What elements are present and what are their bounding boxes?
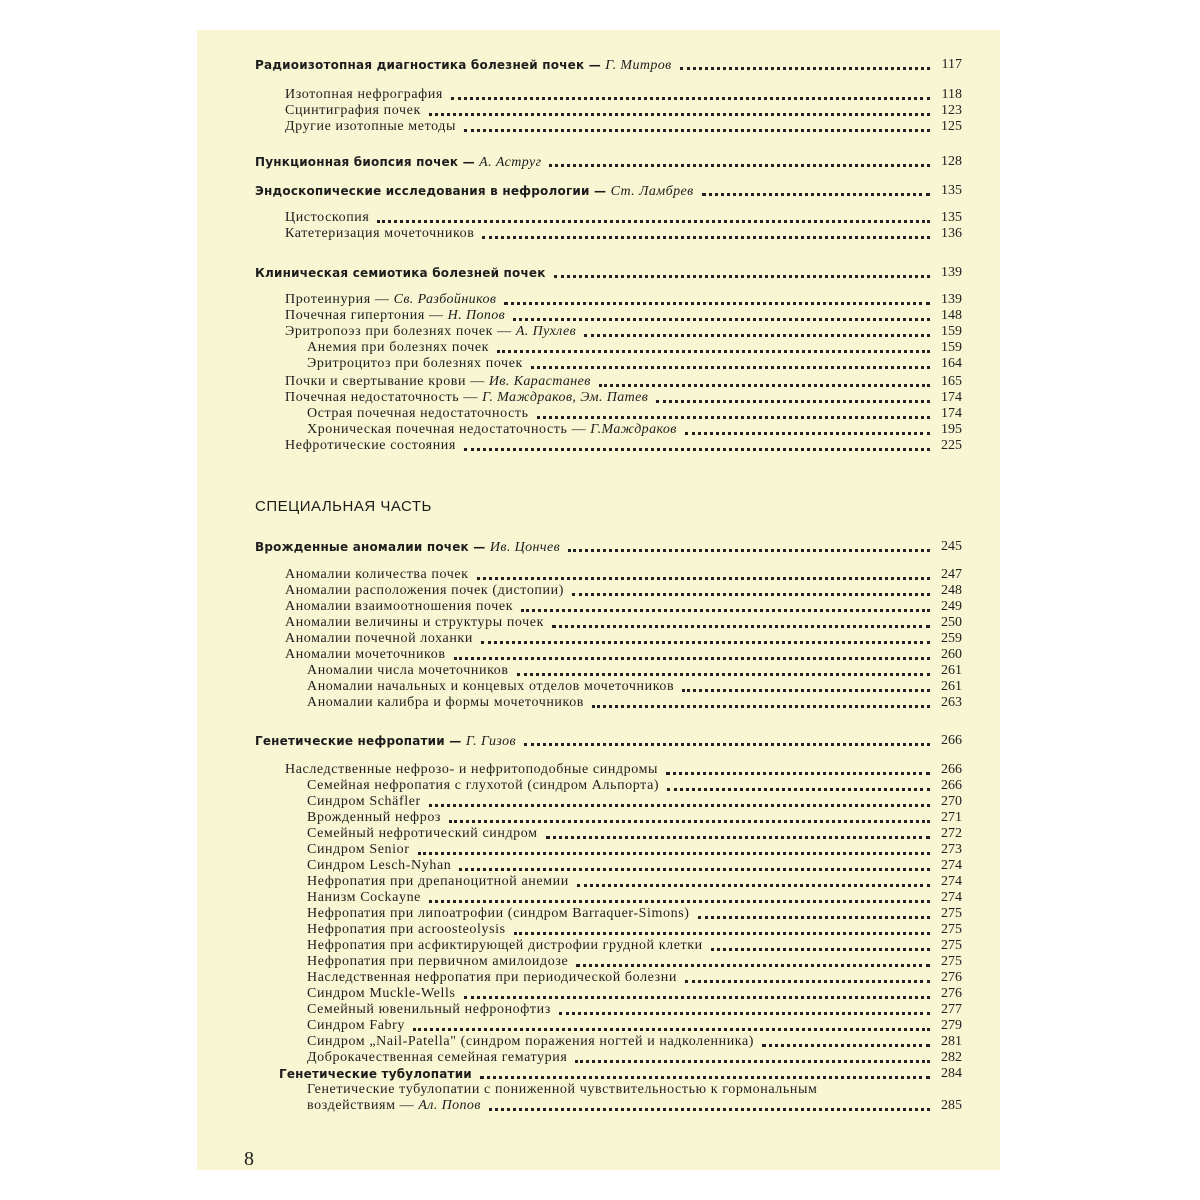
dot-leader: [497, 346, 930, 353]
toc-entry: [307, 954, 568, 970]
dot-leader: [685, 976, 930, 983]
toc-entry: [285, 119, 456, 135]
toc-entry-title: Почки и свертывание крови —: [285, 374, 489, 389]
dot-leader: [464, 125, 930, 132]
toc-entry-title: Другие изотопные методы: [285, 119, 457, 134]
toc-entry: [307, 794, 421, 810]
toc-entry-page: 284: [941, 1066, 962, 1081]
toc-entry-title: Синдром „Nail-Patella" (синдром поражения ногтей и надколенника): [307, 1034, 755, 1049]
toc-entry-title: Генетические нефропатии —: [255, 734, 466, 748]
toc-entry: [307, 938, 703, 954]
toc-entry: [307, 810, 441, 826]
toc-entry-title: Сцинтиграфия почек: [285, 103, 421, 118]
toc-entry-title: Катетеризация мочеточников: [285, 226, 475, 241]
toc-entry-page: 248: [941, 583, 962, 598]
dot-leader: [459, 864, 930, 871]
toc-entry: [285, 615, 544, 631]
toc-entry-title: Эндоскопические исследования в нефрологии —: [255, 184, 611, 198]
dot-leader: [666, 768, 930, 775]
toc-entry-title: Аномалии взаимоотношения почек: [285, 599, 514, 614]
toc-entry: [285, 324, 576, 340]
dot-leader: [429, 109, 930, 116]
toc-entry-page: 118: [941, 87, 962, 102]
dot-leader: [464, 444, 930, 451]
toc-entry-author: Г.Маждраков: [590, 422, 677, 437]
toc-entry-title: Изотопная нефрография: [285, 87, 443, 102]
toc-entry: [307, 340, 489, 356]
toc-entry-title: Клиническая семиотика болезней почек: [255, 266, 546, 280]
toc-entry-page: 270: [941, 794, 962, 809]
toc-entry-title: Нефропатия при дрепаноцитной анемии: [307, 874, 569, 889]
toc-entry-page: 272: [941, 826, 962, 841]
toc-entry-page: 276: [941, 986, 962, 1001]
toc-entry: [285, 390, 648, 406]
dot-leader: [429, 896, 930, 903]
toc-entry-title: Аномалии числа мочеточников: [307, 663, 509, 678]
toc-entry-title: Синдром Muckle-Wells: [307, 986, 456, 1001]
toc-entry-title: Наследственные нефрозо- и нефритоподобные синдромы: [285, 762, 659, 777]
toc-entry: [285, 308, 505, 324]
toc-entry-page: 263: [941, 695, 962, 710]
toc-entry-page: 275: [941, 954, 962, 969]
toc-entry-title: Синдром Lesch-Nyhan: [307, 858, 452, 873]
toc-entry: [307, 1034, 754, 1050]
dot-leader: [413, 1024, 930, 1031]
toc-entry-page: 279: [941, 1018, 962, 1033]
toc-entry: [285, 567, 469, 583]
toc-entry-title: Нефротические состояния: [285, 438, 456, 453]
dot-leader: [554, 271, 930, 278]
toc-entry-author: Г. Митров: [605, 58, 672, 73]
dot-leader: [592, 701, 930, 708]
dot-leader: [762, 1040, 930, 1047]
toc-entry-page: 125: [941, 119, 962, 134]
toc-entry: [307, 679, 674, 695]
toc-entry: [285, 762, 658, 778]
toc-entry-page: 174: [941, 390, 962, 405]
toc-entry: [255, 265, 546, 281]
toc-entry-title: Синдром Fabry: [307, 1018, 406, 1033]
toc-entry-author: Ст. Ламбрев: [610, 184, 694, 199]
toc-entry: [307, 1050, 567, 1066]
toc-entry-title: Нанизм Cockayne: [307, 890, 421, 905]
toc-entry-page: 164: [941, 356, 962, 371]
toc-entry-title: Доброкачественная семейная гематурия: [307, 1050, 568, 1065]
toc-entry-page: 136: [941, 226, 962, 241]
toc-entry-title: Протеинурия —: [285, 292, 394, 307]
toc-entry-title: Аномалии расположения почек (дистопии): [285, 583, 564, 598]
toc-entry-title: Почечная недостаточность —: [285, 390, 483, 405]
toc-entry-page: 139: [941, 265, 962, 280]
dot-leader: [552, 621, 930, 628]
toc-entry: [307, 1002, 551, 1018]
toc-entry-author: Г. Гизов: [465, 734, 516, 749]
dot-leader: [667, 784, 930, 791]
toc-entry-title: Цистоскопия: [285, 210, 370, 225]
toc-entry-author: Ив. Карастанев: [488, 374, 591, 389]
toc-entry: [307, 422, 677, 438]
toc-entry-title: Острая почечная недостаточность: [307, 406, 529, 421]
dot-leader: [489, 1104, 930, 1111]
toc-entry-page: 135: [941, 183, 962, 198]
toc-entry-title: Нефропатия при первичном амилоидозе: [307, 954, 569, 969]
toc-entry-page: 274: [941, 858, 962, 873]
toc-entry-title: Нефропатия при асфиктирующей дистрофии грудной клетки: [307, 938, 703, 953]
dot-leader: [537, 412, 930, 419]
toc-entry-title: Почечная гипертония —: [285, 308, 448, 323]
toc-entry-page: 250: [941, 615, 962, 630]
toc-entry: [307, 1098, 481, 1114]
dot-leader: [680, 63, 930, 70]
toc-entry-page: 266: [941, 733, 962, 748]
toc-entry-page: 266: [941, 778, 962, 793]
toc-entry: [307, 890, 421, 906]
toc-entry-page: 165: [941, 374, 962, 389]
dot-leader: [418, 848, 931, 855]
toc-entry-title: Наследственная нефропатия при периодической болезни: [307, 970, 677, 985]
toc-entry-page: 245: [941, 539, 962, 554]
toc-entry-page: 275: [941, 938, 962, 953]
dot-leader: [482, 232, 930, 239]
toc-entry-author: Ив. Цончев: [489, 540, 561, 555]
toc-entry-page: 274: [941, 890, 962, 905]
toc-entry-title: Нефропатия при acroosteolysis: [307, 922, 506, 937]
toc-entry-page: 159: [941, 324, 962, 339]
toc-entry-title: Аномалии величины и структуры почек: [285, 615, 545, 630]
dot-leader: [449, 816, 930, 823]
toc-entry-page: 275: [941, 906, 962, 921]
dot-leader: [572, 589, 930, 596]
dot-leader: [377, 216, 930, 223]
toc-entry-title: Эритропоэз при болезнях почек —: [285, 324, 516, 339]
toc-entry-title: Врожденные аномалии почек —: [255, 540, 490, 554]
toc-entry-page: 261: [941, 663, 962, 678]
toc-entry: [307, 1082, 817, 1098]
toc-entry-page: 285: [941, 1098, 962, 1113]
toc-entry: [285, 647, 446, 663]
toc-entry: [285, 87, 443, 103]
toc-entry-title: Синдром Schäfler: [307, 794, 421, 809]
dot-leader: [517, 669, 930, 676]
toc-entry-title: Аномалии почечной лоханки: [285, 631, 473, 646]
toc-entry-page: 195: [941, 422, 962, 437]
dot-leader: [546, 832, 930, 839]
toc-entry-title: Генетические тубулопатии: [279, 1067, 472, 1081]
toc-entry-author: Св. Разбойников: [393, 292, 497, 307]
toc-entry-page: 247: [941, 567, 962, 582]
dot-leader: [454, 653, 930, 660]
toc-entry-page: 271: [941, 810, 962, 825]
dot-leader: [504, 298, 930, 305]
toc-entry: [307, 858, 451, 874]
toc-entry-title: Генетические тубулопатии с пониженной чувствительностью к гормональным: [307, 1082, 818, 1097]
toc-entry: [307, 826, 538, 842]
dot-leader: [682, 685, 930, 692]
toc-entry-page: 139: [941, 292, 962, 307]
toc-entry: [285, 599, 513, 615]
toc-entry-title: Нефропатия при липоатрофии (синдром Barraquer-Simons): [307, 906, 690, 921]
toc-entry: [255, 183, 694, 199]
dot-leader: [584, 330, 930, 337]
toc-entry: [285, 210, 369, 226]
dot-leader: [702, 189, 930, 196]
dot-leader: [698, 912, 930, 919]
toc-entry: [307, 986, 456, 1002]
toc-entry-page: 128: [941, 154, 962, 169]
toc-entry: [285, 292, 496, 308]
page-number: 8: [244, 1148, 254, 1170]
toc-entry: [307, 922, 506, 938]
toc-entry: [307, 874, 569, 890]
dot-leader: [477, 573, 930, 580]
dot-leader: [464, 992, 931, 999]
toc-entry-title: Пункционная биопсия почек —: [255, 155, 480, 169]
toc-entry-title: Эритроцитоз при болезнях почек: [307, 356, 523, 371]
toc-entry: [285, 631, 473, 647]
dot-leader: [711, 944, 930, 951]
toc-entry-page: 261: [941, 679, 962, 694]
document-page: [197, 30, 1000, 1170]
toc-entry: [307, 842, 410, 858]
toc-entry-title: Радиоизотопная диагностика болезней почек —: [255, 58, 606, 72]
toc-entry-page: 282: [941, 1050, 962, 1065]
toc-entry-author: Н. Попов: [447, 308, 506, 323]
toc-entry-page: 159: [941, 340, 962, 355]
toc-entry: [307, 406, 529, 422]
dot-leader: [576, 960, 930, 967]
toc-entry-page: 260: [941, 647, 962, 662]
toc-entry-author: А. Аструг: [479, 155, 542, 170]
toc-entry: [285, 226, 474, 242]
toc-entry-page: 225: [941, 438, 962, 453]
dot-leader: [514, 928, 930, 935]
toc-entry: [307, 906, 690, 922]
toc-entry-title: Аномалии количества почек: [285, 567, 469, 582]
toc-entry-page: 148: [941, 308, 962, 323]
toc-entry: [307, 356, 523, 372]
toc-entry-author: Ал. Попов: [418, 1098, 481, 1113]
toc-entry-page: 259: [941, 631, 962, 646]
toc-entry-title: Семейная нефропатия с глухотой (синдром Альпорта): [307, 778, 660, 793]
toc-entry-author: А. Пухлев: [515, 324, 577, 339]
toc-entry-title: Хроническая почечная недостаточность —: [307, 422, 591, 437]
toc-entry-page: 274: [941, 874, 962, 889]
dot-leader: [531, 362, 930, 369]
toc-entry-page: 117: [941, 57, 962, 72]
toc-entry-page: 281: [941, 1034, 962, 1049]
toc-entry-title: воздействиям —: [307, 1098, 419, 1113]
toc-entry-title: Врожденный нефроз: [307, 810, 442, 825]
toc-entry-author: Г. Маждраков, Эм. Патев: [482, 390, 649, 405]
toc-entry-title: Аномалии калибра и формы мочеточников: [307, 695, 585, 710]
toc-entry-page: 123: [941, 103, 962, 118]
toc-entry-title: Аномалии мочеточников: [285, 647, 446, 662]
toc-entry: [255, 154, 541, 170]
toc-entry: [255, 733, 516, 749]
dot-leader: [524, 739, 930, 746]
section-header: СПЕЦИАЛЬНАЯ ЧАСТЬ: [255, 498, 432, 515]
toc-entry-page: 174: [941, 406, 962, 421]
dot-leader: [577, 880, 930, 887]
toc-entry: [285, 103, 421, 119]
toc-entry-page: 266: [941, 762, 962, 777]
toc-entry-title: Аномалии начальных и концевых отделов мочеточников: [307, 679, 675, 694]
toc-entry: [285, 583, 564, 599]
toc-entry: [255, 57, 672, 73]
toc-entry-title: Анемия при болезнях почек: [307, 340, 490, 355]
dot-leader: [599, 380, 930, 387]
dot-leader: [451, 93, 930, 100]
toc-entry-page: 276: [941, 970, 962, 985]
toc-entry-page: 277: [941, 1002, 962, 1017]
dot-leader: [685, 428, 930, 435]
dot-leader: [481, 637, 930, 644]
toc-entry-page: 275: [941, 922, 962, 937]
toc-entry-title: Синдром Senior: [307, 842, 410, 857]
dot-leader: [559, 1008, 930, 1015]
toc-entry: [307, 778, 659, 794]
toc-entry-page: 273: [941, 842, 962, 857]
toc-entry-page: 135: [941, 210, 962, 225]
toc-entry-title: Семейный ювенильный нефронофтиз: [307, 1002, 551, 1017]
toc-entry: [307, 970, 677, 986]
dot-leader: [656, 396, 930, 403]
toc-entry: [307, 1018, 405, 1034]
toc-entry: [255, 539, 560, 555]
toc-entry-title: Семейный нефротический синдром: [307, 826, 538, 841]
toc-entry: [285, 438, 456, 454]
toc-entry: [307, 695, 584, 711]
dot-leader: [575, 1056, 930, 1063]
toc-entry-page: 249: [941, 599, 962, 614]
toc-entry: [279, 1066, 472, 1082]
dot-leader: [480, 1072, 930, 1079]
dot-leader: [521, 605, 930, 612]
toc-entry: [285, 374, 591, 390]
dot-leader: [549, 160, 930, 167]
dot-leader: [429, 800, 930, 807]
dot-leader: [568, 545, 930, 552]
dot-leader: [513, 314, 930, 321]
toc-entry: [307, 663, 509, 679]
